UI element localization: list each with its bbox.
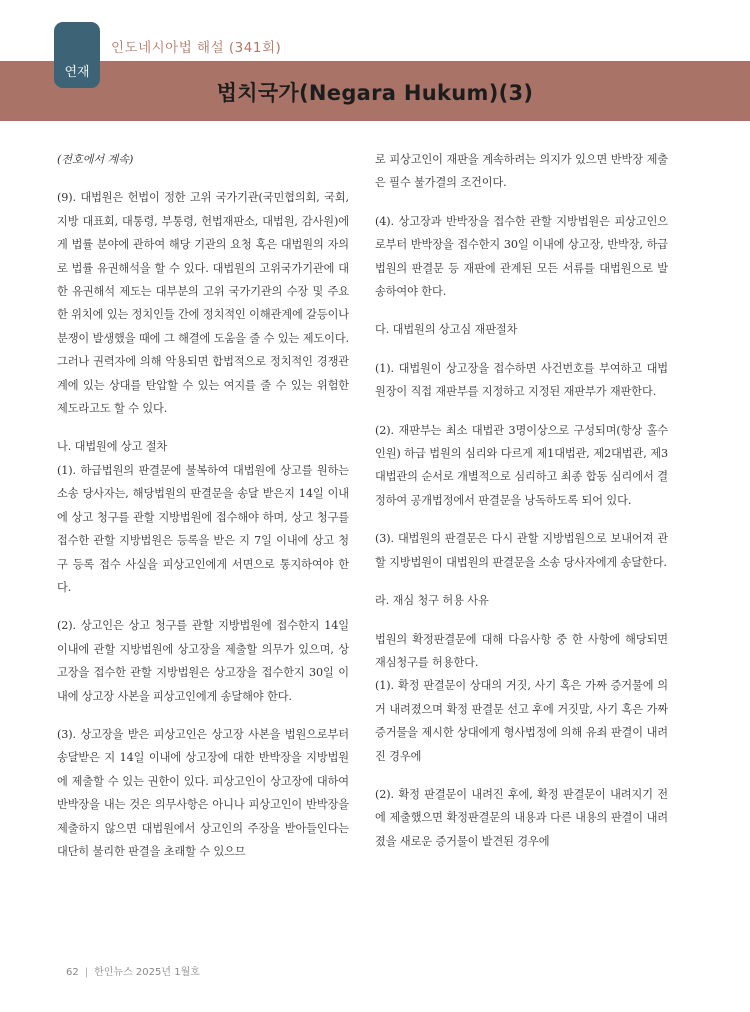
page-number: 62	[66, 967, 79, 978]
page-footer	[66, 963, 200, 978]
paragraph: (4). 상고장과 반박장을 접수한 관할 지방법원은 피상고인으로부터 반박장을 접수한지 30일 이내에 상고장, 반박장, 하급법원의 판결문 등 재판에 관계된 모든 서류를 대법원으로 발송하여야 한다.	[375, 214, 668, 299]
right-column	[375, 148, 668, 868]
paragraph: (2). 재판부는 최소 대법관 3명이상으로 구성되며(항상 홀수 인원) 하급 법원의 심리와 다르게 제1대법관, 제2대법관, 제3대법관의 순서로 개별적으로 심리하고 최종 합동 심리에서 결정하여 공개법정에서 판결문을 낭독하도록 되어 있다.	[375, 423, 668, 507]
paragraph: (1). 대법원이 상고장을 접수하면 사건번호를 부여하고 대법원장이 직접 재판부를 지정하고 지정된 재판부가 재판한다.	[375, 361, 668, 399]
section-heading: 라. 재심 청구 허용 사유	[375, 594, 489, 608]
series-tag-label: 연재	[64, 65, 90, 80]
paragraph: (9). 대법원은 헌법이 정한 고위 국가기관(국민협의회, 국회, 지방 대표회, 대통령, 부통령, 헌법재판소, 대법원, 감사원)에게 법률 분야에 관하여 해당 기관의 요청 혹은 대법원의 자의로 법률 유권해석을 할 수 있다. 대법원의 고위국가기관에 대한 유권해석 제도는 대부분의 고위 국가기관의 수장 및 주요한 위치에 있는 정치인들 간에 정치적인 이해관계에 갈등이나 분쟁이 발생했을 때에 그 해결에 도움을 줄 수 있는 제도이다. 그러나 권력자에 의해 악용되면 합법적으로 정치적인 경쟁관계에 있는 상대를 탄압할 수 있는 여지를 줄 수 있는 위험한 제도라고도 할 수 있다.	[57, 191, 349, 416]
left-column	[57, 148, 349, 878]
series-kicker: 인도네시아법 해설 (341회)	[111, 40, 282, 56]
paragraph: (1). 확정 판결문이 상대의 거짓, 사기 혹은 가짜 증거물에 의거 내려졌으며 확정 판결문 선고 후에 거짓말, 사기 혹은 가짜 증거물을 제시한 상대에게 형사법정에 의해 유죄 판결이 내려진 경우에	[375, 679, 668, 763]
section-heading: 다. 대법원의 상고심 재판절차	[375, 323, 518, 337]
paragraph: (2). 확정 판결문이 내려진 후에, 확정 판결문이 내려지기 전에 제출했으면 확정판결문의 내용과 다른 내용의 판결이 내려졌을 새로운 증거물이 발견된 경우에	[375, 787, 668, 848]
continued-note: (전호에서 계속)	[57, 153, 134, 166]
footer-divider: |	[84, 967, 89, 978]
paragraph: (3). 대법원의 판결문은 다시 관할 지방법원으로 보내어져 관할 지방법원이 대법원의 판결문을 소송 당사자에게 송달한다.	[375, 532, 668, 569]
paragraph: 로 피상고인이 재판을 계속하려는 의지가 있으면 반박장 제출은 필수 불가결의 조건이다.	[375, 153, 668, 190]
publication-name: 한인뉴스 2025년 1월호	[94, 967, 200, 978]
page-title: 법치국가(Negara Hukum)(3)	[216, 81, 534, 105]
paragraph: (2). 상고인은 상고 청구를 관할 지방법원에 접수한지 14일 이내에 관할 지방법원에 상고장을 제출할 의무가 있으며, 상고장을 접수한 관할 지방법원은 상고장을 접수한지 30일 이내에 상고장 사본을 피상고인에게 송달해야 한다.	[57, 619, 349, 703]
paragraph: (3). 상고장을 받은 피상고인은 상고장 사본을 법원으로부터 송달받은 지 14일 이내에 상고장에 대한 반박장을 지방법원에 제출할 수 있는 권한이 있다. 피상고인이 상고장에 대하여 반박장을 내는 것은 의무사항은 아니나 피상고인이 반박장을 제출하지 않으면 대법원에서 상고인의 주장을 받아들인다는 대단히 불리한 판결을 초래할 수 있으므	[57, 727, 350, 858]
paragraph: (1). 하급법원의 판결문에 불복하여 대법원에 상고를 원하는 소송 당사자는, 해당법원의 판결문을 송달 받은지 14일 이내에 상고 청구를 관할 지방법원에 접수해야 하며, 상고 청구를 접수한 관할 지방법원은 등록을 받은 지 7일 이내에 상고 청구 등록 접수 사실을 피상고인에게 서면으로 통지하여야 한다.	[57, 463, 350, 594]
section-heading: 나. 대법원에 상고 절차	[57, 440, 168, 454]
paragraph: 법원의 확정판결문에 대해 다음사항 중 한 사항에 해당되면 재심청구를 허용한다.	[375, 632, 668, 669]
